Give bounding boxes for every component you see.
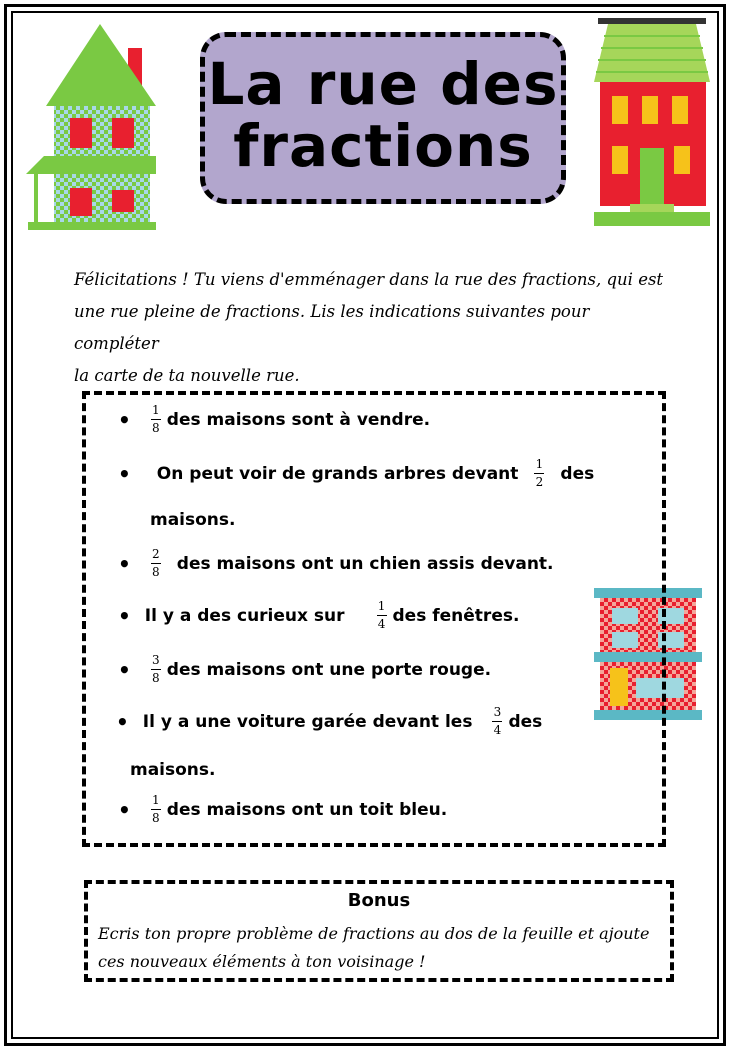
fraction-numerator: 1 xyxy=(151,793,160,807)
bullet-icon: • xyxy=(118,407,131,432)
bullet-icon: • xyxy=(118,461,131,486)
red-house-icon xyxy=(590,16,714,230)
bullet-icon: • xyxy=(118,551,131,576)
title-banner xyxy=(200,32,566,204)
clue-text-after: des fenêtres. xyxy=(392,605,520,626)
clue-text-continuation: maisons. xyxy=(130,760,216,780)
fraction-denominator: 4 xyxy=(377,617,386,631)
bullet-icon: • xyxy=(118,797,131,822)
bonus-text xyxy=(98,920,664,976)
bullet-icon: • xyxy=(116,709,129,734)
fraction-numerator: 1 xyxy=(377,599,386,613)
fraction-denominator: 8 xyxy=(151,811,160,825)
fraction-numerator: 3 xyxy=(493,705,502,719)
fraction-denominator: 8 xyxy=(151,671,160,685)
page-title-line-2: fractions xyxy=(233,112,533,180)
fraction-numerator: 1 xyxy=(535,457,544,471)
intro-line-3: la carte de ta nouvelle rue. xyxy=(74,366,300,385)
clue-text-continuation: maisons. xyxy=(150,510,236,530)
clue-item-6 xyxy=(116,706,542,737)
intro-line-2: une rue pleine de fractions. Lis les indications suivantes pour compléter xyxy=(74,302,590,353)
clue-item-4 xyxy=(118,600,519,631)
fraction-numerator: 3 xyxy=(151,653,160,667)
bonus-line-1: Ecris ton propre problème de fractions au dos de la feuille et ajoute xyxy=(98,924,650,943)
fraction xyxy=(492,706,502,737)
clue-text-before: Il y a une voiture garée devant les xyxy=(142,711,473,732)
bullet-icon: • xyxy=(118,657,131,682)
clue-item-1 xyxy=(118,404,430,435)
bonus-line-2: ces nouveaux éléments à ton voisinage ! xyxy=(98,952,426,971)
fraction xyxy=(151,794,161,825)
fraction-numerator: 2 xyxy=(151,547,160,561)
bonus-box xyxy=(84,880,674,982)
clue-text: des maisons ont un toit bleu. xyxy=(166,799,448,820)
fraction-denominator: 8 xyxy=(151,421,160,435)
fraction xyxy=(151,404,161,435)
clue-text-before: On peut voir de grands arbres devant xyxy=(156,463,519,484)
fraction-numerator: 1 xyxy=(151,403,160,417)
page-title-line-1: La rue des xyxy=(207,50,559,118)
clue-item-7 xyxy=(118,794,447,825)
clue-text-after: des xyxy=(508,711,543,732)
fraction-denominator: 8 xyxy=(151,565,160,579)
fraction-denominator: 4 xyxy=(493,723,502,737)
intro-line-1: Félicitations ! Tu viens d'emménager dans la rue des fractions, qui est xyxy=(74,270,664,289)
clue-text: des maisons ont un chien assis devant. xyxy=(176,553,554,574)
intro-paragraph xyxy=(74,264,674,392)
clue-text-after: des xyxy=(560,463,595,484)
fraction xyxy=(151,548,161,579)
clue-text: des maisons ont une porte rouge. xyxy=(166,659,492,680)
clue-item-2 xyxy=(118,458,594,489)
clue-text-before: Il y a des curieux sur xyxy=(144,605,345,626)
bonus-title: Bonus xyxy=(347,890,411,911)
fraction xyxy=(151,654,161,685)
fraction-denominator: 2 xyxy=(535,475,544,489)
clue-item-5 xyxy=(118,654,491,685)
bullet-icon: • xyxy=(118,603,131,628)
fraction xyxy=(377,600,387,631)
clue-text: des maisons sont à vendre. xyxy=(166,409,431,430)
green-house-icon xyxy=(24,18,164,234)
clue-item-2-continuation xyxy=(150,510,236,530)
fraction xyxy=(534,458,544,489)
clue-item-3 xyxy=(118,548,554,579)
clue-item-6-continuation xyxy=(130,760,216,780)
